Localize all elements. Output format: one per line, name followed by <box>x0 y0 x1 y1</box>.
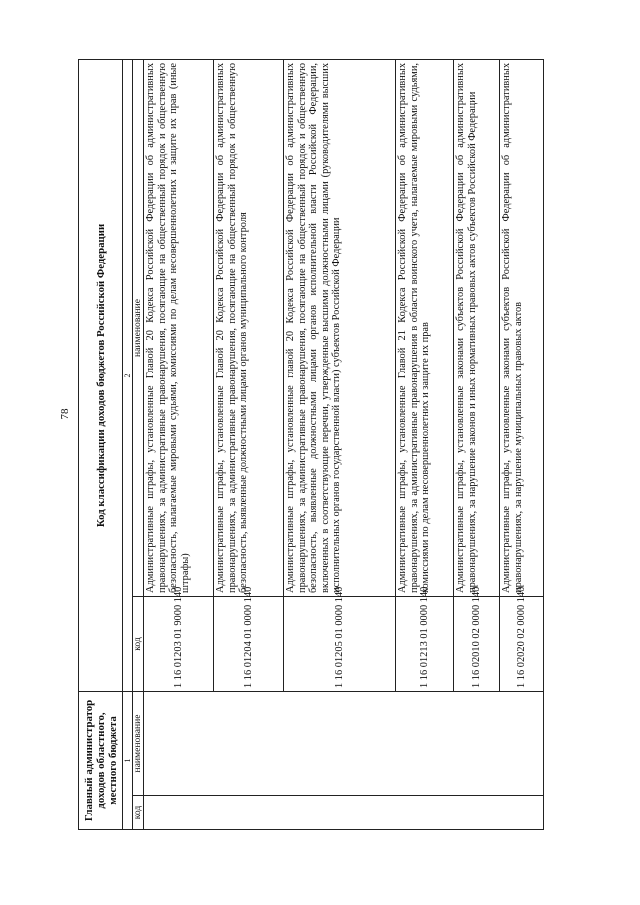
revenue-name: Административные штрафы, установленные главой 20 Кодекса Российской Федерации об административных правонарушениях, за административные правонарушения, посягающие на общественный порядок и общественную безопасность, выявленные должностными лицами органов исполнительной власти Российской Федерации, включенных в соответствующие перечни, утвержденные высшими должностными лицами (руководителями высших исполнительных органов государственной власти) субъектов Российской Федерации <box>284 59 396 596</box>
header-row <box>79 59 123 829</box>
revenue-name: Административные штрафы, установленные Главой 21 Кодекса Российской Федерации об административных правонарушениях, за административные правонарушения в области воинского учета, налагаемые мировыми судьями, комиссиями по делам несовершеннолетних и защите их прав <box>396 59 454 596</box>
revenue-code: 1 16 01205 01 0000 140 <box>284 596 396 691</box>
revenue-code: 1 16 02010 02 0000 140 <box>454 596 500 691</box>
page-number: 78 <box>59 408 71 420</box>
revenue-classification-sheet <box>78 60 542 830</box>
table-row <box>144 59 214 829</box>
revenue-name: Административные штрафы, установленные законами субъектов Российской Федерации об административных правонарушениях, за нарушение муниципальных правовых актов <box>500 59 544 596</box>
admin-code-cell <box>144 796 544 830</box>
admin-header: Главный администратор доходов областного, местного бюджета <box>79 691 123 829</box>
revenue-code: 1 16 01213 01 0000 140 <box>396 596 454 691</box>
column-number-2: 2 <box>123 59 133 691</box>
revenue-code: 1 16 02020 02 0000 140 <box>500 596 544 691</box>
col-header-code: код <box>133 796 144 830</box>
revenue-classification-table <box>78 59 544 830</box>
col-header-code-2: код <box>133 596 144 691</box>
revenue-name: Административные штрафы, установленные законами субъектов Российской Федерации об административных правонарушениях, за нарушение законов и иных нормативных правовых актов субъектов Российской Федерации <box>454 59 500 596</box>
column-number-row <box>123 59 133 829</box>
revenue-name: Административные штрафы, установленные Главой 20 Кодекса Российской Федерации об административных правонарушениях, за административные правонарушения, посягающие на общественный порядок и общественную безопасность, налагаемые мировыми судьями, комиссиями по делам несовершеннолетних и защите их прав (иные штрафы) <box>144 59 214 596</box>
column-label-row <box>133 59 144 829</box>
classification-header: Код классификации доходов бюджетов Российской Федерации <box>79 59 123 691</box>
admin-name-cell <box>144 691 544 795</box>
col-header-name-2: наименование <box>133 59 144 596</box>
column-number-1: 1 <box>123 691 133 829</box>
revenue-code: 1 16 01204 01 0000 140 <box>214 596 284 691</box>
col-header-name: наименование <box>133 691 144 795</box>
revenue-code: 1 16 01203 01 9000 140 <box>144 596 214 691</box>
revenue-name: Административные штрафы, установленные Главой 20 Кодекса Российской Федерации об административных правонарушениях, за административные правонарушения, посягающие на общественный порядок и общественную безопасность, выявленные должностными лицами органов муниципального контроля <box>214 59 284 596</box>
